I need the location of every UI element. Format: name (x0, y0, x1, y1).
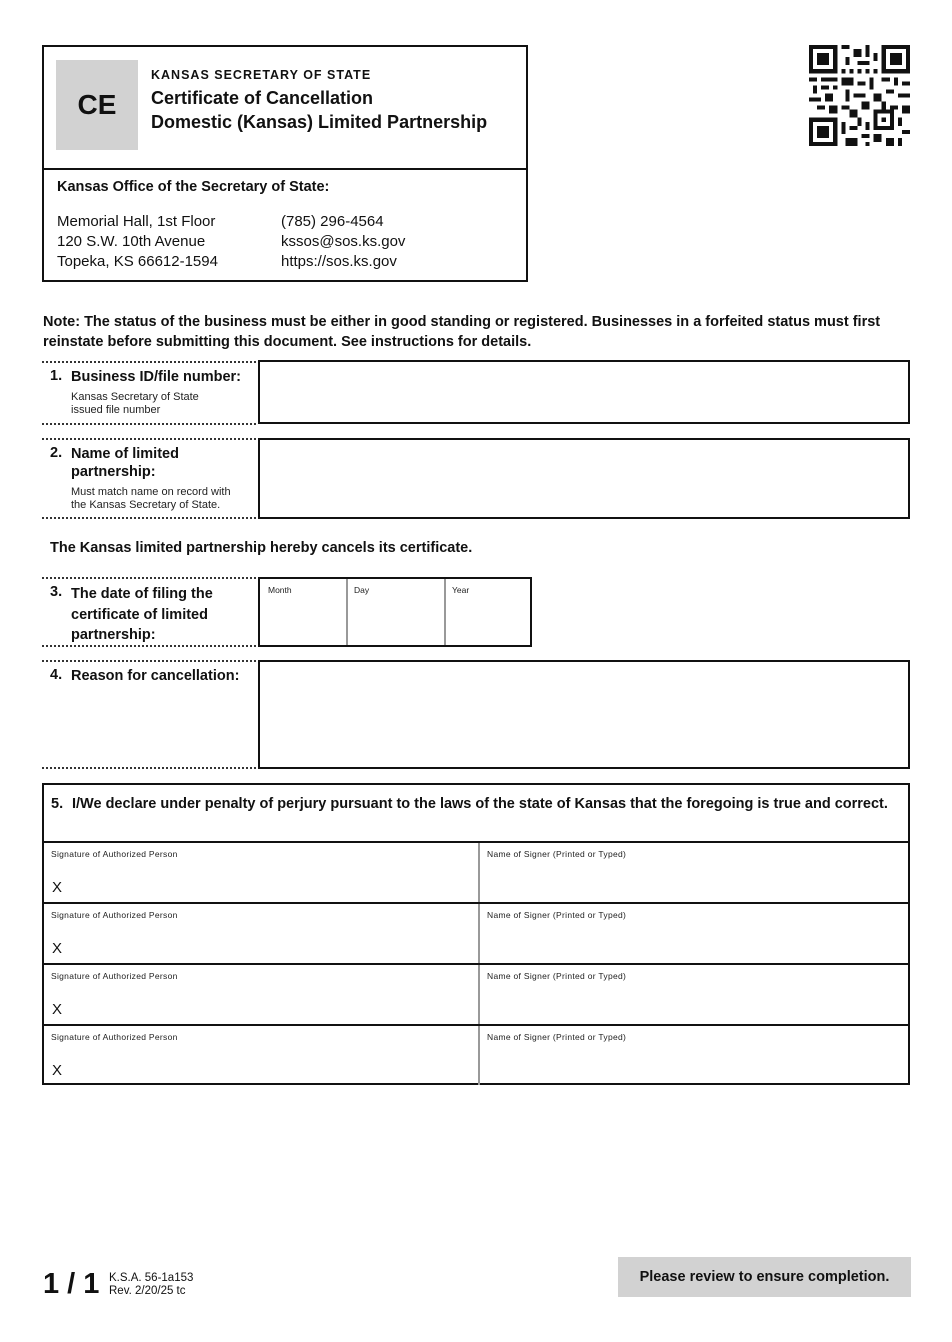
address-line: Topeka, KS 66612-1594 (57, 253, 218, 270)
help-line: issued file number (71, 404, 161, 416)
month-label: Month (268, 585, 292, 595)
label-line: certificate of limited (71, 606, 208, 623)
signature-label: Signature of Authorized Person (51, 1032, 178, 1042)
signature-row (44, 963, 908, 1024)
signer-name-label: Name of Signer (Printed or Typed) (487, 910, 627, 920)
signature-label: Signature of Authorized Person (51, 849, 178, 859)
filing-date-label (71, 584, 213, 646)
signer-name-label: Name of Signer (Printed or Typed) (487, 849, 627, 859)
signature-field[interactable] (44, 843, 478, 902)
statute-reference (109, 1272, 193, 1298)
partnership-name-label (71, 445, 179, 481)
signature-row (44, 902, 908, 963)
help-line: Must match name on record with (71, 486, 231, 498)
business-id-label: Business ID/file number: (71, 369, 242, 385)
row-divider (42, 660, 256, 662)
reason-label: Reason for cancellation: (71, 668, 240, 684)
page-number: 1 / 1 (43, 1268, 100, 1300)
email-address[interactable]: kssos@sos.ks.gov (281, 233, 406, 250)
partnership-name-input[interactable] (258, 438, 910, 519)
filing-date-group (258, 577, 532, 647)
question-number: 2. (50, 445, 63, 461)
sign-here-mark: X (52, 1001, 63, 1018)
row-divider (42, 767, 256, 769)
signature-field[interactable] (44, 904, 478, 963)
header-title-area (44, 47, 526, 170)
signer-name-label: Name of Signer (Printed or Typed) (487, 1032, 627, 1042)
row-divider (42, 577, 256, 579)
statute-line: K.S.A. 56-1a153 (109, 1272, 194, 1284)
sign-here-mark: X (52, 879, 63, 896)
status-note: Note: The status of the business must be either in good standing or registered. Businesses in a forfeited status must first reinstate before submitting this document. See instructions for details. (43, 314, 881, 350)
business-id-help (71, 391, 199, 417)
signature-label: Signature of Authorized Person (51, 910, 178, 920)
row-divider (42, 423, 256, 425)
review-reminder: Please review to ensure completion. (618, 1257, 911, 1297)
label-line: Name of limited (71, 446, 179, 462)
phone-number: (785) 296-4564 (281, 213, 384, 230)
website-link[interactable]: https://sos.ks.gov (281, 253, 397, 270)
form-title-line2: Domestic (Kansas) Limited Partnership (151, 112, 488, 132)
signature-field[interactable] (44, 965, 478, 1024)
row-divider (42, 645, 256, 647)
row-divider (42, 438, 256, 440)
signature-row (44, 841, 908, 902)
office-address (57, 212, 218, 272)
year-label: Year (452, 585, 470, 595)
row-divider (42, 517, 256, 519)
header-box (42, 45, 528, 282)
day-input[interactable] (346, 579, 446, 645)
office-contact (281, 212, 405, 272)
office-heading: Kansas Office of the Secretary of State: (57, 179, 330, 195)
question-number: 4. (50, 667, 63, 683)
label-line: partnership: (71, 464, 156, 480)
signature-row (44, 1024, 908, 1085)
label-line: The date of filing the (71, 586, 213, 602)
signer-name-label: Name of Signer (Printed or Typed) (487, 971, 627, 981)
question-number: 1. (50, 368, 63, 384)
agency-name: KANSAS SECRETARY OF STATE (151, 68, 372, 82)
partnership-name-help (71, 486, 231, 512)
question-number: 5. (51, 796, 64, 812)
signature-field[interactable] (44, 1026, 478, 1085)
day-label: Day (354, 585, 370, 595)
signer-name-field[interactable] (478, 843, 908, 902)
form-title (151, 86, 487, 134)
signer-name-field[interactable] (478, 1026, 908, 1085)
sign-here-mark: X (52, 940, 63, 957)
cancellation-statement: The Kansas limited partnership hereby cancels its certificate. (50, 540, 473, 556)
question-number: 3. (50, 584, 63, 600)
help-line: Kansas Secretary of State (71, 391, 199, 403)
signer-name-field[interactable] (478, 965, 908, 1024)
label-line: partnership: (71, 627, 156, 643)
revision-line: Rev. 2/20/25 tc (109, 1285, 186, 1297)
address-line: Memorial Hall, 1st Floor (57, 213, 216, 230)
month-input[interactable] (260, 579, 346, 645)
signer-name-field[interactable] (478, 904, 908, 963)
signature-section (42, 783, 910, 1085)
business-id-input[interactable] (258, 360, 910, 424)
year-input[interactable] (444, 579, 530, 645)
form-title-line1: Certificate of Cancellation (151, 88, 374, 108)
sign-here-mark: X (52, 1062, 63, 1079)
address-line: 120 S.W. 10th Avenue (57, 233, 206, 250)
reason-input[interactable] (258, 660, 910, 769)
help-line: the Kansas Secretary of State. (71, 499, 221, 511)
signature-label: Signature of Authorized Person (51, 971, 178, 981)
qr-code-icon (809, 45, 910, 146)
declaration-text: I/We declare under penalty of perjury pursuant to the laws of the state of Kansas that the foregoing is true and correct. (72, 796, 888, 812)
declaration (51, 794, 901, 814)
row-divider (42, 361, 256, 363)
form-code-badge: CE (56, 60, 138, 150)
